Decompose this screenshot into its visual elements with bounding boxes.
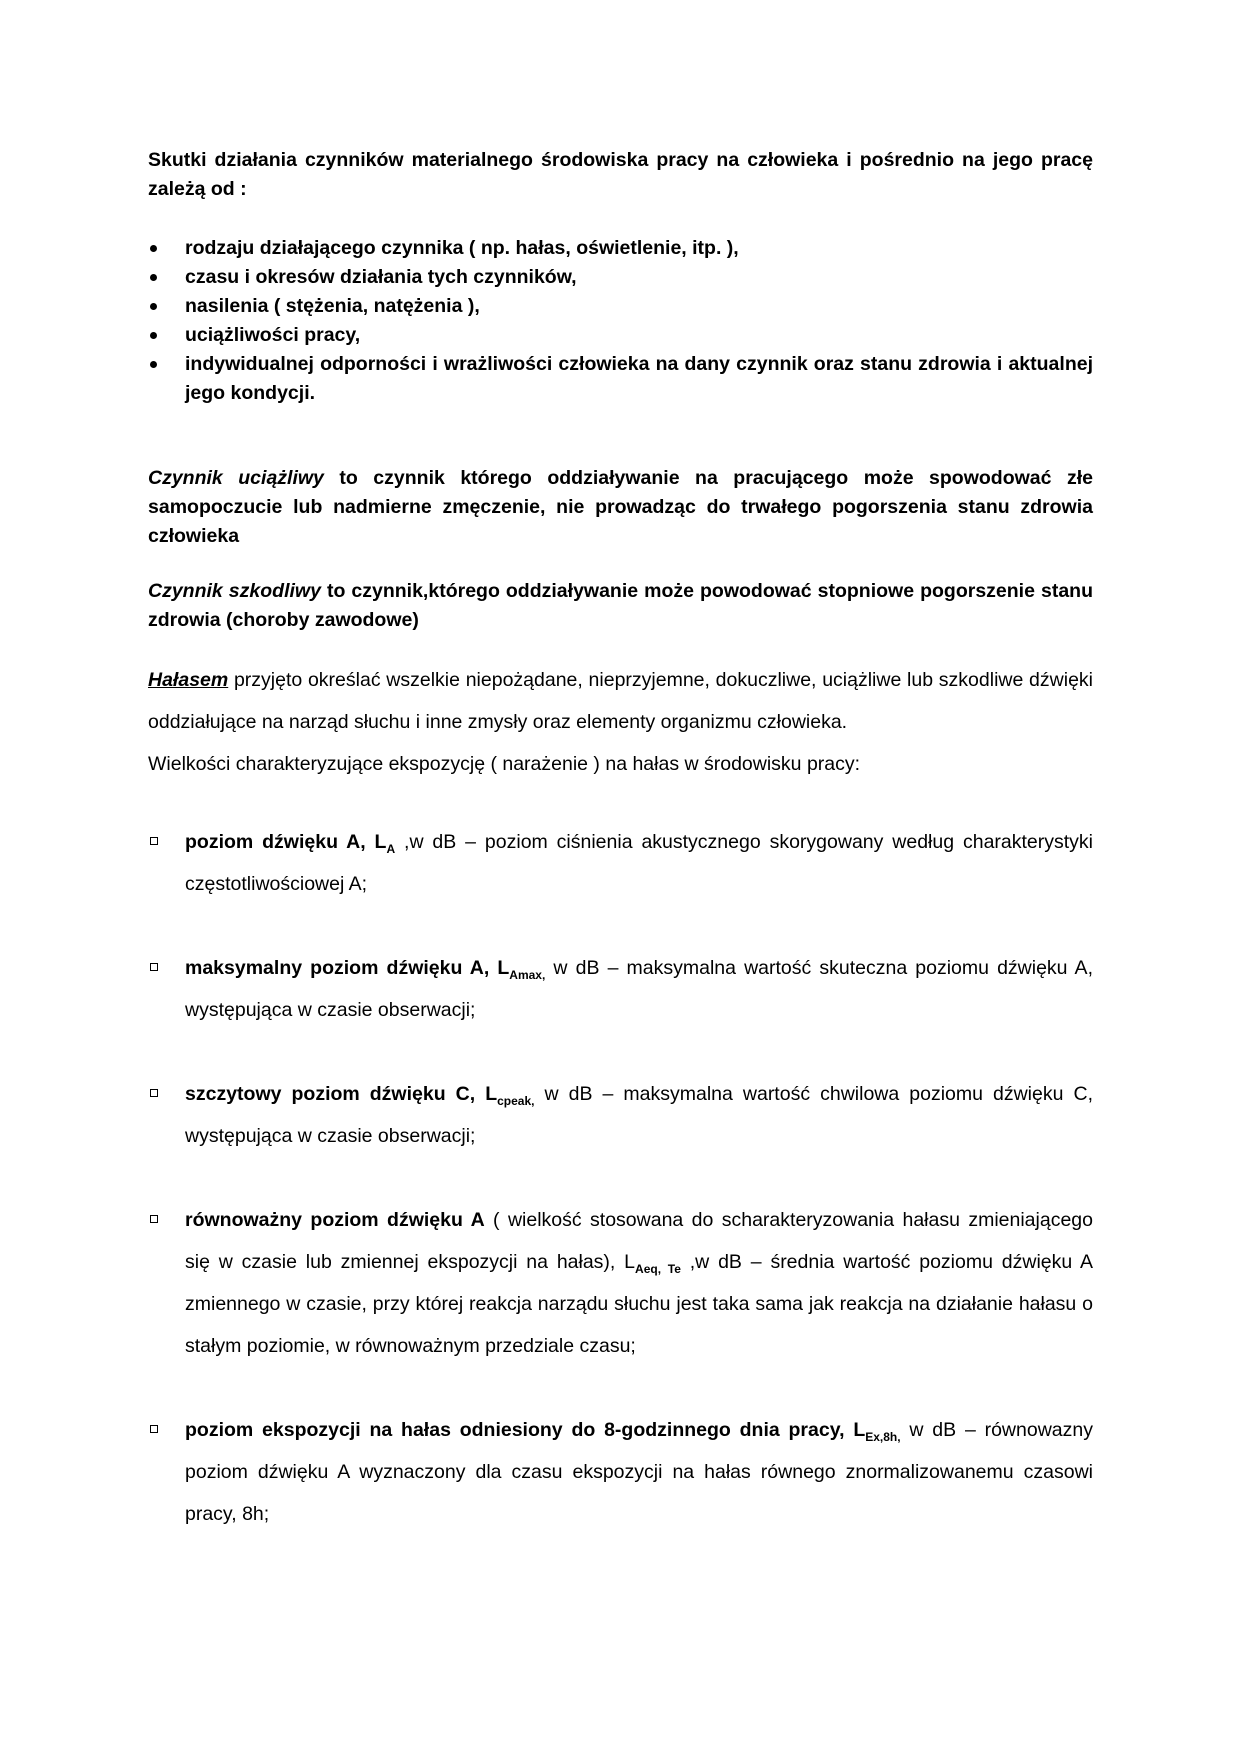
measure-name: równoważny poziom dźwięku A <box>185 1209 485 1231</box>
factor-text: nasilenia ( stężenia, natężenia ), <box>185 295 480 317</box>
measure-subscript: A <box>386 841 396 856</box>
measure-name: maksymalny poziom dźwięku A, L <box>185 957 510 979</box>
checkbox-bullet-icon <box>150 1215 158 1223</box>
factor-text: uciążliwości pracy, <box>185 324 361 346</box>
definition-text: to czynnik,którego oddziaływanie może powodować stopniowe pogorszenie stanu zdrowia (choroby zawodowe) <box>148 580 1093 631</box>
list-item <box>148 350 1093 408</box>
list-item <box>148 947 1093 1031</box>
measure-description: ,w dB – średnia wartość poziomu dźwięku A zmiennego w czasie, przy której reakcja narządu słuchu jest taka sama jak reakcja na działanie hałasu o stałym poziomie, w równoważnym przedziale czasu; <box>185 1251 1094 1357</box>
list-item <box>148 1073 1093 1157</box>
measure-description: ,w dB – poziom ciśnienia akustycznego skorygowany według charakterystyki częstotliwościowej A; <box>185 831 1094 895</box>
bullet-icon <box>150 361 157 368</box>
measure-name: poziom ekspozycji na hałas odniesiony do 8-godzinnego dnia pracy, L <box>185 1419 866 1441</box>
checkbox-bullet-icon <box>150 1089 158 1097</box>
measure-description: w dB – maksymalna wartość skuteczna poziomu dźwięku A, występująca w czasie obserwacji; <box>185 957 1093 1021</box>
measure-name: poziom dźwięku A, L <box>185 831 387 853</box>
list-item <box>148 1199 1093 1367</box>
list-item <box>148 234 1093 263</box>
measure-name: szczytowy poziom dźwięku C, L <box>185 1083 498 1105</box>
measure-subscript: Ex,8h, <box>865 1429 901 1444</box>
intro-paragraph: Skutki działania czynników materialnego środowiska pracy na człowieka i pośrednio na jego pracę zależą od : <box>148 149 1093 200</box>
checkbox-bullet-icon <box>150 963 158 971</box>
factor-text: rodzaju działającego czynnika ( np. hałas, oświetlenie, itp. ), <box>185 237 739 259</box>
bullet-icon <box>150 245 157 252</box>
bullet-icon <box>150 274 157 281</box>
checkbox-bullet-icon <box>150 1425 158 1433</box>
noise-definition <box>148 659 1093 785</box>
list-item <box>148 821 1093 905</box>
bullet-icon <box>150 332 157 339</box>
noise-paragraph <box>148 659 1093 743</box>
onerous-factor-definition <box>148 464 1093 551</box>
bullet-icon <box>150 303 157 310</box>
measures-intro: Wielkości charakteryzujące ekspozycję ( narażenie ) na hałas w środowisku pracy: <box>148 753 861 775</box>
measure-subscript: cpeak, <box>497 1093 535 1108</box>
factor-text: czasu i okresów działania tych czynników, <box>185 266 577 288</box>
measure-subscript: Amax, <box>509 967 546 982</box>
measure-description: w dB – maksymalna wartość chwilowa poziomu dźwięku C, występująca w czasie obserwacji; <box>185 1083 1093 1147</box>
measure-description: w dB – równowazny poziom dźwięku A wyznaczony dla czasu ekspozycji na hałas równego znormalizowanemu czasowi pracy, 8h; <box>185 1419 1093 1525</box>
noise-term: Hałasem <box>148 669 229 691</box>
list-item <box>148 292 1093 321</box>
list-item <box>148 1409 1093 1535</box>
factor-text: indywidualnej odporności i wrażliwości człowieka na dany czynnik oraz stanu zdrowia i aktualnej jego kondycji. <box>185 353 1093 404</box>
definition-text: to czynnik którego oddziaływanie na pracującego może spowodować złe samopoczucie lub nadmierne zmęczenie, nie prowadząc do trwałego pogorszenia stanu zdrowia człowieka <box>148 467 1093 547</box>
noise-text: przyjęto określać wszelkie niepożądane, nieprzyjemne, dokuczliwe, uciążliwe lub szkodliwe dźwięki oddziałujące na narząd słuchu i inne zmysły oraz elementy organizmu człowieka. <box>148 669 1093 733</box>
list-item <box>148 263 1093 292</box>
measure-subscript: Aeq, Te <box>635 1261 681 1276</box>
definition-term: Czynnik szkodliwy <box>148 580 321 602</box>
harmful-factor-definition <box>148 577 1093 635</box>
list-item <box>148 321 1093 350</box>
checkbox-bullet-icon <box>150 837 158 845</box>
factor-list <box>148 234 1093 408</box>
definition-term: Czynnik uciążliwy <box>148 467 324 489</box>
measure-middle: ( wielkość stosowana do scharakteryzowania hałasu zmieniającego się w czasie lub zmiennej ekspozycji na hałas), L <box>185 1209 1093 1273</box>
measure-list <box>148 821 1093 1535</box>
